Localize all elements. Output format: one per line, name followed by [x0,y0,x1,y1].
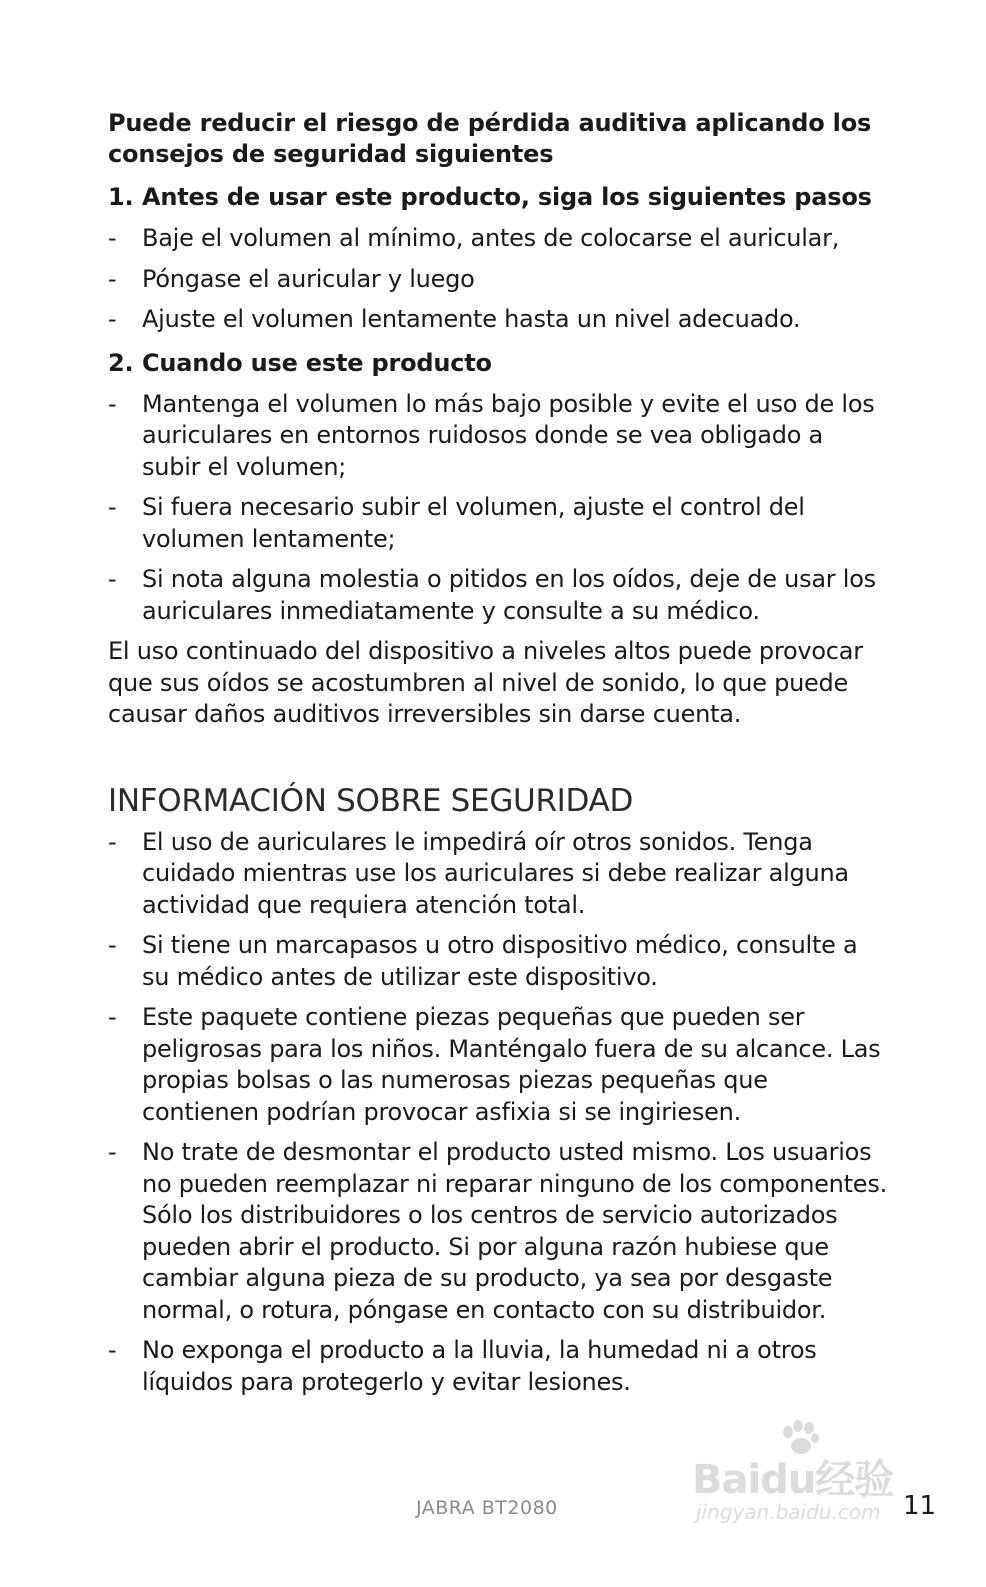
list-item-text: Este paquete contiene piezas pequeñas que pueden ser peligrosas para los niños. Manténgalo fuera de su alcance. Las propias bolsas o las numerosas piezas pequeñas que contienen podrían provocar asfixia si se ingiriesen. [142,1003,881,1126]
list-item [108,264,888,296]
watermark-brand: Baidu经验 [692,1457,894,1503]
list-item-text: No exponga el producto a la lluvia, la humedad ni a otros líquidos para protegerlo y evitar lesiones. [142,1336,817,1396]
dash-bullet: - [108,493,117,521]
list-item-text: Si tiene un marcapasos u otro dispositivo médico, consulte a su médico antes de utilizar este dispositivo. [142,931,858,991]
step-number: 2. [108,348,134,377]
step-2-list [108,389,888,628]
list-item [108,389,888,484]
dash-bullet: - [108,1336,117,1364]
warning-paragraph: El uso continuado del dispositivo a niveles altos puede provocar que sus oídos se acostumbren al nivel de sonido, lo que puede causar daños auditivos irreversibles sin darse cuenta. [108,637,863,728]
list-item [108,1137,888,1326]
step-title: Antes de usar este producto, siga los siguientes pasos [142,183,872,211]
list-item-text: No trate de desmontar el producto usted mismo. Los usuarios no pueden reemplazar ni reparar ninguno de los componentes. Sólo los distribuidores o los centros de servicio autorizados pueden abrir el producto. Si por alguna razón hubiese que cambiar alguna pieza de su producto, ya sea por desgaste normal, o rotura, póngase en contacto con su distribuidor. [142,1138,887,1324]
safety-section-title: INFORMACIÓN SOBRE SEGURIDAD [108,782,634,819]
step-1-list [108,223,888,336]
list-item-text: El uso de auriculares le impedirá oír otros sonidos. Tenga cuidado mientras use los auriculares si debe realizar alguna actividad que requiera atención total. [142,827,849,919]
list-item-text: Si fuera necesario subir el volumen, ajuste el control del volumen lentamente; [142,493,805,553]
watermark-url: jingyan.baidu.com [696,1500,881,1524]
page-number: 11 [903,1491,937,1521]
list-item [108,564,888,627]
step-number: 1. [108,183,134,211]
list-item [108,930,888,993]
list-item [108,827,888,922]
step-1-heading [108,182,888,213]
list-item-text: Mantenga el volumen lo más bajo posible y evite el uso de los auriculares en entornos ruidosos donde se vea obligado a subir el volumen; [142,389,875,481]
list-item-text: Ajuste el volumen lentamente hasta un nivel adecuado. [142,305,801,333]
dash-bullet: - [108,1003,117,1031]
safety-list [108,827,888,1399]
page-content [108,108,888,1407]
dash-bullet: - [108,565,117,593]
list-item [108,223,888,255]
list-item [108,492,888,555]
dash-bullet: - [108,1138,117,1166]
dash-bullet: - [108,931,117,959]
list-item-text: Póngase el auricular y luego [142,264,475,293]
list-item [108,1002,888,1128]
dash-bullet: - [108,224,117,252]
list-item [108,1335,888,1398]
step-2-heading [108,348,888,379]
baidu-watermark [692,1420,917,1530]
dash-bullet: - [108,389,117,418]
list-item-text: Baje el volumen al mínimo, antes de colocarse el auricular, [142,224,840,252]
intro-heading: Puede reducir el riesgo de pérdida auditiva aplicando los consejos de seguridad siguientes [108,109,872,168]
list-item-text: Si nota alguna molestia o pitidos en los oídos, deje de usar los auriculares inmediatamente y consulte a su médico. [142,565,876,625]
dash-bullet: - [108,827,117,856]
footer-model: JABRA BT2080 [416,1497,558,1519]
dash-bullet: - [108,264,117,293]
step-title: Cuando use este producto [142,348,492,377]
dash-bullet: - [108,305,117,333]
list-item [108,304,888,336]
